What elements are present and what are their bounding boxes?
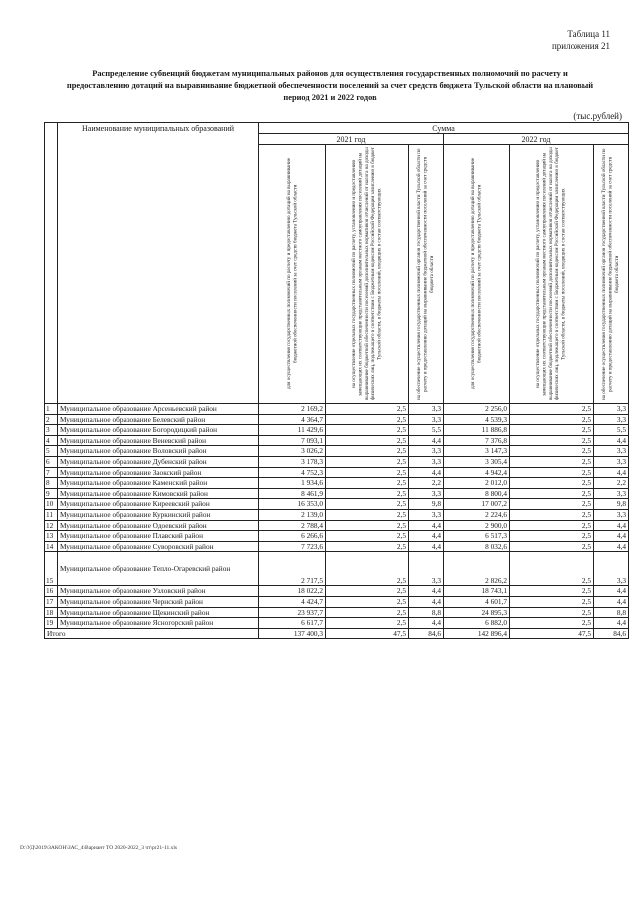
amount-cell: 3,3 (594, 552, 629, 586)
table-row (45, 596, 629, 607)
municipality-name: Муниципальное образование Ясногорский район (58, 618, 259, 629)
total-amount-cell: 142 896,4 (444, 628, 510, 639)
table-reference (552, 28, 610, 52)
amount-cell: 2,5 (510, 520, 594, 531)
amount-cell: 2 012,0 (444, 478, 510, 489)
amount-cell: 3 147,3 (444, 446, 510, 457)
amount-cell: 2,5 (326, 541, 409, 552)
col-desc-text: на обеспечение осуществления государственных полномочий органов государственной власти Тульской области по расчету и предоставлению дотаций на выравнивание бюджетной обеспеченности поселений за счет средств бюджета области (601, 148, 621, 400)
amount-cell: 2,5 (326, 414, 409, 425)
amount-cell: 2,5 (510, 552, 594, 586)
amount-cell: 2,5 (510, 618, 594, 629)
amount-cell: 4,4 (409, 596, 444, 607)
table-row (45, 404, 629, 415)
col-desc-text: для осуществления государственных полномочий по расчету и предоставлению дотаций на выравнивание бюджетной обеспеченности поселений за счет средств бюджета Тульской области (285, 158, 298, 390)
amount-cell: 3,3 (594, 414, 629, 425)
col-desc-2022-1 (444, 145, 510, 404)
amount-cell: 2 169,2 (259, 404, 326, 415)
amount-cell: 2,5 (326, 499, 409, 510)
index-header-cell (45, 123, 58, 404)
row-number: 4 (45, 435, 58, 446)
col-desc-2022-3 (594, 145, 629, 404)
amount-cell: 2,5 (326, 446, 409, 457)
table-row (45, 425, 629, 436)
subvention-table (44, 122, 629, 639)
total-amount-cell: 137 400,3 (259, 628, 326, 639)
amount-cell: 2 717,5 (259, 552, 326, 586)
amount-cell: 6 266,6 (259, 531, 326, 542)
table-label: Таблица 11 (567, 29, 610, 39)
total-row (45, 628, 629, 639)
amount-cell: 7 723,6 (259, 541, 326, 552)
amount-cell: 3,3 (594, 446, 629, 457)
table-row (45, 531, 629, 542)
amount-cell: 6 517,3 (444, 531, 510, 542)
amount-cell: 8 032,6 (444, 541, 510, 552)
amount-cell: 2,5 (510, 446, 594, 457)
municipality-name: Муниципальное образование Тепло-Огаревский район (58, 552, 259, 586)
amount-cell: 6 882,0 (444, 618, 510, 629)
col-desc-2021-1 (259, 145, 326, 404)
amount-cell: 2,5 (326, 404, 409, 415)
table-row (45, 488, 629, 499)
municipality-name: Муниципальное образование Дубенский район (58, 456, 259, 467)
amount-cell: 2,5 (326, 531, 409, 542)
amount-cell: 2,2 (409, 478, 444, 489)
amount-cell: 9,8 (409, 499, 444, 510)
amount-cell: 2 826,2 (444, 552, 510, 586)
col-desc-text: для осуществления государственных полномочий по расчету и предоставлению дотаций на выравнивание бюджетной обеспеченности поселений за счет средств бюджета Тульской области (470, 158, 483, 390)
total-amount-cell: 84,6 (409, 628, 444, 639)
row-number: 9 (45, 488, 58, 499)
col-desc-2022-2 (510, 145, 594, 404)
amount-cell: 24 895,3 (444, 607, 510, 618)
amount-cell: 8,8 (594, 607, 629, 618)
row-number: 13 (45, 531, 58, 542)
amount-cell: 3 178,3 (259, 456, 326, 467)
amount-cell: 2,5 (510, 404, 594, 415)
name-column-header: Наименование муниципальных образований (58, 123, 259, 404)
amount-cell: 2,5 (510, 596, 594, 607)
appendix-label: приложения 21 (551, 41, 610, 51)
amount-cell: 3,3 (409, 446, 444, 457)
amount-cell: 4,4 (409, 541, 444, 552)
row-number: 8 (45, 478, 58, 489)
sum-header: Сумма (259, 123, 629, 134)
amount-cell: 7 093,1 (259, 435, 326, 446)
amount-cell: 4,4 (594, 435, 629, 446)
amount-cell: 3,3 (409, 414, 444, 425)
amount-cell: 2,5 (510, 478, 594, 489)
amount-cell: 3 026,2 (259, 446, 326, 457)
amount-cell: 2,5 (510, 586, 594, 597)
municipality-name: Муниципальное образование Киреевский район (58, 499, 259, 510)
amount-cell: 2,5 (326, 596, 409, 607)
amount-cell: 2,5 (326, 478, 409, 489)
amount-cell: 23 937,7 (259, 607, 326, 618)
amount-cell: 2,5 (510, 541, 594, 552)
row-number: 2 (45, 414, 58, 425)
amount-cell: 2,2 (594, 478, 629, 489)
amount-cell: 4,4 (594, 467, 629, 478)
municipality-name: Муниципальное образование Узловский район (58, 586, 259, 597)
amount-cell: 3,3 (594, 456, 629, 467)
table-row (45, 478, 629, 489)
amount-cell: 9,8 (594, 499, 629, 510)
amount-cell: 3,3 (409, 456, 444, 467)
amount-cell: 17 007,2 (444, 499, 510, 510)
municipality-name: Муниципальное образование Плавский район (58, 531, 259, 542)
amount-cell: 4,4 (594, 596, 629, 607)
amount-cell: 11 886,8 (444, 425, 510, 436)
amount-cell: 2,5 (326, 467, 409, 478)
amount-cell: 8 461,9 (259, 488, 326, 499)
amount-cell: 18 743,1 (444, 586, 510, 597)
row-number: 18 (45, 607, 58, 618)
amount-cell: 2,5 (326, 520, 409, 531)
table-row (45, 586, 629, 597)
amount-cell: 5,5 (594, 425, 629, 436)
municipality-name: Муниципальное образование Богородицкий район (58, 425, 259, 436)
amount-cell: 2 139,0 (259, 509, 326, 520)
table-row (45, 435, 629, 446)
row-number: 3 (45, 425, 58, 436)
amount-cell: 4 752,3 (259, 467, 326, 478)
amount-cell: 4,4 (594, 618, 629, 629)
municipality-name: Муниципальное образование Заокский район (58, 467, 259, 478)
row-number: 17 (45, 596, 58, 607)
amount-cell: 2,5 (510, 425, 594, 436)
amount-cell: 2,5 (326, 509, 409, 520)
amount-cell: 4,4 (409, 467, 444, 478)
amount-cell: 4 942,4 (444, 467, 510, 478)
municipality-name: Муниципальное образование Веневский район (58, 435, 259, 446)
amount-cell: 1 934,6 (259, 478, 326, 489)
row-number: 19 (45, 618, 58, 629)
row-number: 11 (45, 509, 58, 520)
municipality-name: Муниципальное образование Чернский район (58, 596, 259, 607)
table-row (45, 499, 629, 510)
amount-cell: 4,4 (409, 586, 444, 597)
document-title: Распределение субвенций бюджетам муниципальных районов для осуществления государственных полномочий по расчету и предоставлению дотаций на выравнивание бюджетной обеспеченности поселений за счет средств бюджета Тульской области на плановый период 2021 и 2022 годов (66, 69, 594, 102)
table-row (45, 607, 629, 618)
amount-cell: 16 353,0 (259, 499, 326, 510)
amount-cell: 3,3 (409, 488, 444, 499)
amount-cell: 11 429,6 (259, 425, 326, 436)
amount-cell: 2,5 (326, 488, 409, 499)
table-row (45, 414, 629, 425)
row-number: 7 (45, 467, 58, 478)
amount-cell: 8,8 (409, 607, 444, 618)
amount-cell: 2,5 (326, 586, 409, 597)
table-row (45, 541, 629, 552)
col-desc-text: на обеспечение осуществления государственных полномочий органов государственной власти Тульской области по расчету и предоставлению дотаций на выравнивание бюджетной обеспеченности поселений за счет средств бюджета области (416, 148, 436, 400)
amount-cell: 2,5 (326, 425, 409, 436)
col-desc-text: на осуществление отдельных государственных полномочий по расчету, установлению и предоставлению замещающих их соответствующие представительным органам местного самоуправления поселений дотаций на выравнивание бюджетной обеспеченности поселений дополнительных нормативов отчислений от налога на доходы физических лиц, подлежащего в соответствии с Бюджетным кодексом Российской Федерации зачислению в бюджет Тульской области, в бюджеты поселений, входящих в состав соответствующих (535, 147, 568, 401)
amount-cell: 3 305,4 (444, 456, 510, 467)
col-desc-text: на осуществление отдельных государственных полномочий по расчету, установлению и предоставлению замещающих их соответствующие представительным органам местного самоуправления поселений дотаций на выравнивание бюджетной обеспеченности поселений дополнительных нормативов отчислений от налога на доходы физических лиц, подлежащего в соответствии с Бюджетным кодексом Российской Федерации зачислению в бюджет Тульской области, в бюджеты поселений, входящих в состав соответствующих (350, 147, 383, 401)
amount-cell: 2,5 (326, 552, 409, 586)
municipality-name: Муниципальное образование Щекинский район (58, 607, 259, 618)
file-path-footer: D:\УД\2019\ЗАКОН\ЗАС_4\Вариант ТО 2020-2022_3 чт\pr21-11.xls (20, 845, 178, 851)
row-number: 12 (45, 520, 58, 531)
table-row (45, 467, 629, 478)
amount-cell: 18 022,2 (259, 586, 326, 597)
municipality-name: Муниципальное образование Одоевский район (58, 520, 259, 531)
amount-cell: 7 376,8 (444, 435, 510, 446)
amount-cell: 4,4 (409, 618, 444, 629)
amount-cell: 4,4 (409, 531, 444, 542)
amount-cell: 2 900,0 (444, 520, 510, 531)
amount-cell: 2,5 (326, 607, 409, 618)
row-number: 6 (45, 456, 58, 467)
municipality-name: Муниципальное образование Куркинский район (58, 509, 259, 520)
amount-cell: 4,4 (409, 520, 444, 531)
municipality-name: Муниципальное образование Каменский район (58, 478, 259, 489)
amount-cell: 2,5 (510, 414, 594, 425)
row-number: 16 (45, 586, 58, 597)
amount-cell: 4,4 (594, 520, 629, 531)
amount-cell: 5,5 (409, 425, 444, 436)
amount-cell: 3,3 (594, 509, 629, 520)
amount-cell: 2,5 (510, 456, 594, 467)
amount-cell: 3,3 (409, 404, 444, 415)
col-desc-2021-2 (326, 145, 409, 404)
row-number: 15 (45, 552, 58, 586)
amount-cell: 4 364,7 (259, 414, 326, 425)
unit-note: (тыс.рублей) (573, 111, 622, 121)
amount-cell: 4 424,7 (259, 596, 326, 607)
row-number: 10 (45, 499, 58, 510)
amount-cell: 3,3 (409, 552, 444, 586)
amount-cell: 2,5 (326, 618, 409, 629)
table-row (45, 618, 629, 629)
amount-cell: 4,4 (594, 531, 629, 542)
amount-cell: 3,3 (409, 509, 444, 520)
amount-cell: 2,5 (326, 456, 409, 467)
municipality-name: Муниципальное образование Кимовский район (58, 488, 259, 499)
amount-cell: 2,5 (510, 509, 594, 520)
amount-cell: 2 788,4 (259, 520, 326, 531)
amount-cell: 2,5 (510, 607, 594, 618)
amount-cell: 8 800,4 (444, 488, 510, 499)
year-2022-header: 2022 год (444, 134, 629, 145)
amount-cell: 4 601,7 (444, 596, 510, 607)
amount-cell: 4 539,3 (444, 414, 510, 425)
total-amount-cell: 84,6 (594, 628, 629, 639)
amount-cell: 2,5 (326, 435, 409, 446)
table-row (45, 520, 629, 531)
amount-cell: 2,5 (510, 499, 594, 510)
amount-cell: 4,4 (594, 541, 629, 552)
row-number: 5 (45, 446, 58, 457)
header-row-sum (45, 123, 629, 134)
amount-cell: 2,5 (510, 488, 594, 499)
municipality-name: Муниципальное образование Арсеньевский район (58, 404, 259, 415)
amount-cell: 3,3 (594, 404, 629, 415)
municipality-name: Муниципальное образование Воловский район (58, 446, 259, 457)
row-number: 14 (45, 541, 58, 552)
total-label: Итого (45, 628, 259, 639)
municipality-name: Муниципальное образование Суворовский район (58, 541, 259, 552)
row-number: 1 (45, 404, 58, 415)
amount-cell: 4,4 (594, 586, 629, 597)
table-row (45, 509, 629, 520)
table-row (45, 446, 629, 457)
amount-cell: 6 617,7 (259, 618, 326, 629)
table-row (45, 552, 629, 586)
amount-cell: 2 256,0 (444, 404, 510, 415)
amount-cell: 2,5 (510, 531, 594, 542)
amount-cell: 4,4 (409, 435, 444, 446)
municipality-name: Муниципальное образование Белевский район (58, 414, 259, 425)
total-amount-cell: 47,5 (326, 628, 409, 639)
amount-cell: 2,5 (510, 467, 594, 478)
total-amount-cell: 47,5 (510, 628, 594, 639)
table-row (45, 456, 629, 467)
amount-cell: 2 224,6 (444, 509, 510, 520)
col-desc-2021-3 (409, 145, 444, 404)
amount-cell: 2,5 (510, 435, 594, 446)
amount-cell: 3,3 (594, 488, 629, 499)
year-2021-header: 2021 год (259, 134, 444, 145)
